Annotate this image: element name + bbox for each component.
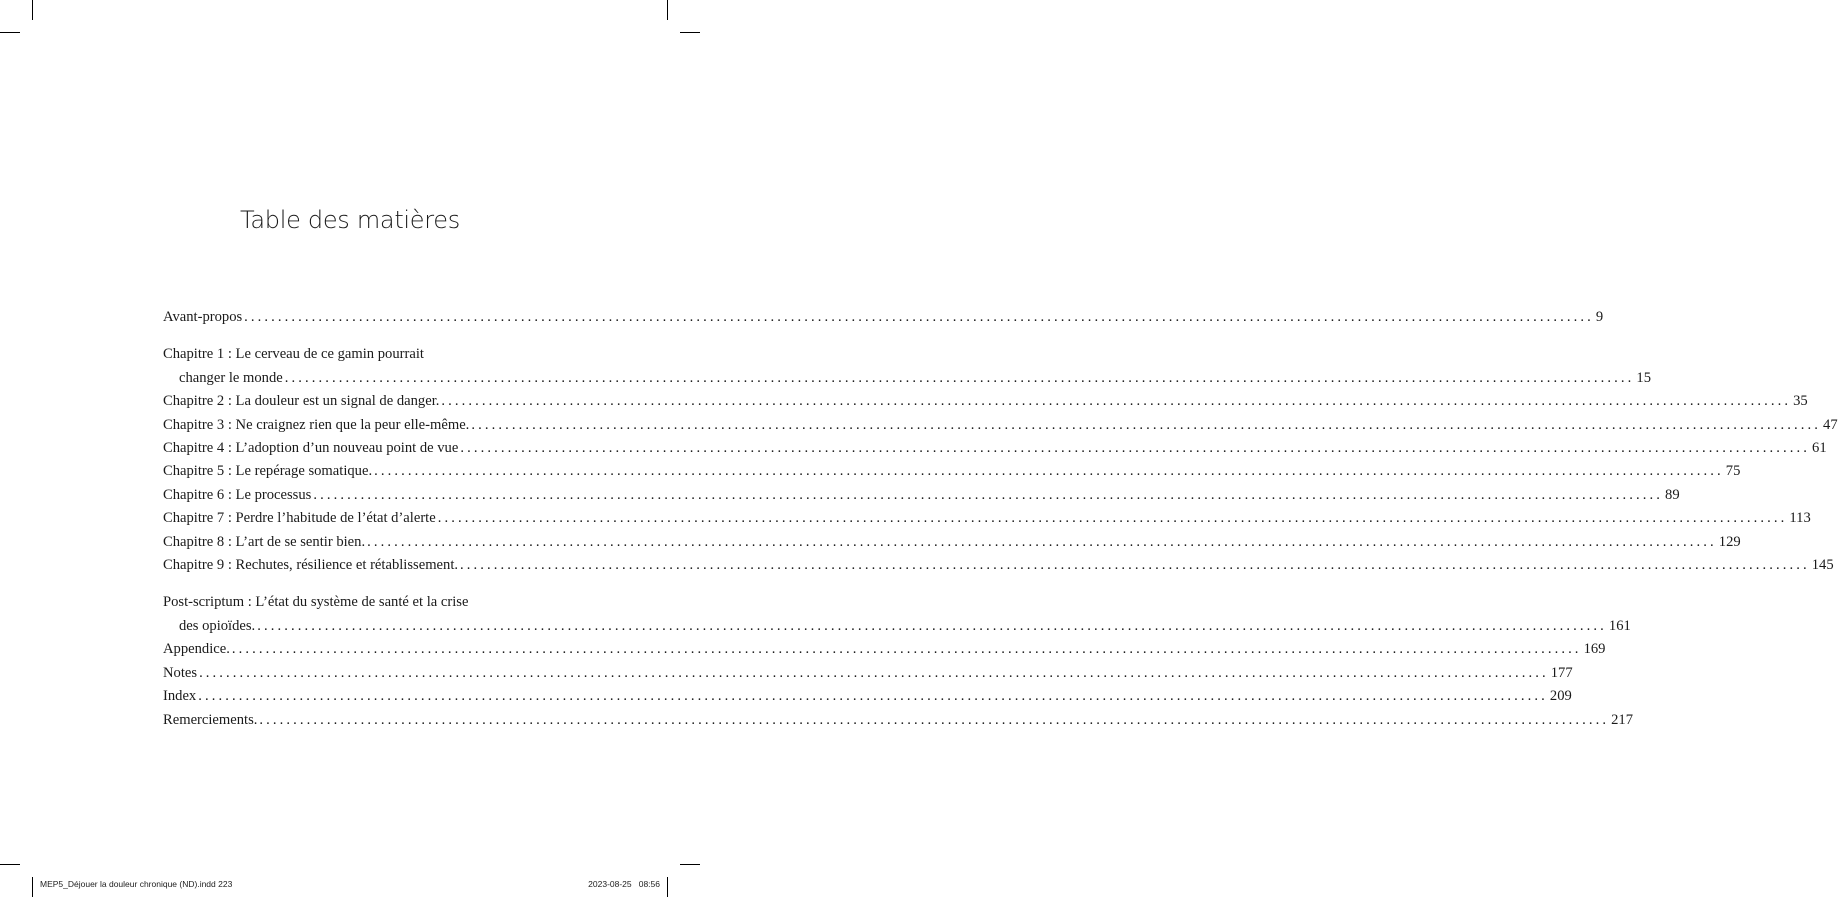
toc-label: Index [163,688,197,705]
toc-label: Notes [163,664,198,681]
toc-page: 169 [1583,641,1606,658]
crop-mark-top-left-h [0,32,20,33]
toc-label: Chapitre 8 : L’art de se sentir bien. [163,533,366,550]
toc-label-line1: Chapitre 1 : Le cerveau de ce gamin pourrait [163,346,424,363]
toc-page: 129 [1718,533,1741,550]
crop-mark-bottom-right-h [680,864,700,865]
toc-page: 35 [1793,393,1808,410]
toc-leader: ........................................................................................................................................................................................................ [244,309,1594,325]
toc-entry-ch3[interactable] [163,414,1838,437]
crop-mark-top-left [32,0,33,20]
toc-leader: ........................................................................................................................................................................................................ [257,617,1607,634]
toc-entry-ch5[interactable] [163,460,1741,483]
toc-page: 209 [1549,688,1572,705]
toc-page: 113 [1789,510,1811,527]
toc-entry-remerciements[interactable] [163,709,1633,732]
toc-label: Chapitre 9 : Rechutes, résilience et rétablissement. [163,557,459,574]
toc-entry-notes[interactable] [163,662,1573,685]
toc-label: Chapitre 3 : Ne craignez rien que la peur elle-même. [163,416,470,433]
toc-entry-ch9[interactable] [163,554,1834,577]
toc-label: Chapitre 5 : Le repérage somatique. [163,463,373,480]
toc-label: Chapitre 2 : La douleur est un signal de danger. [163,393,440,410]
toc-page: 9 [1595,309,1604,325]
crop-mark-top-right-h [680,32,700,33]
crop-mark-bottom-left [32,877,33,897]
footer-file-name: MEP5_Déjouer la douleur chronique (ND).indd 223 [40,879,233,889]
toc-entry-ch2[interactable] [163,390,1808,413]
toc-label: Chapitre 4 : L’adoption d’un nouveau point de vue [163,440,459,457]
toc-label: Chapitre 6 : Le processus [163,486,312,503]
toc-entry-index[interactable] [163,685,1572,708]
toc-leader: ........................................................................................................................................................................................................ [198,688,1548,705]
toc-leader: ........................................................................................................................................................................................................ [231,641,1582,658]
toc-leader: ........................................................................................................................................................................................................ [367,533,1717,550]
toc-entry-avant-propos[interactable] [163,306,1604,329]
table-of-contents [163,306,1838,732]
toc-leader: ........................................................................................................................................................................................................ [437,510,1788,527]
toc-page: 145 [1811,557,1834,574]
toc-entry-postscriptum[interactable] [163,591,1631,638]
toc-entry-ch8[interactable] [163,531,1741,554]
toc-page: 89 [1665,486,1680,503]
toc-page: 161 [1608,617,1631,634]
toc-leader: ........................................................................................................................................................................................................ [199,664,1549,681]
toc-gap [163,577,559,591]
toc-entry-ch4[interactable] [163,437,1827,460]
toc-leader: ........................................................................................................................................................................................................ [460,440,1811,457]
toc-label-line2: changer le monde [179,369,283,386]
toc-page: 75 [1725,463,1741,480]
toc-label-line2: des opioïdes. [179,617,256,634]
toc-label: Avant-propos [163,309,243,325]
toc-entry-ch6[interactable] [163,484,1680,507]
footer-timestamp: 2023-08-25 08:56 [588,879,660,889]
toc-entry-appendice[interactable] [163,638,1606,661]
toc-entry-ch7[interactable] [163,507,1811,530]
toc-label-line1: Post-scriptum : L’état du système de santé et la crise [163,594,469,611]
toc-leader: ........................................................................................................................................................................................................ [460,557,1810,574]
toc-page: 47 [1823,416,1838,433]
toc-leader: ........................................................................................................................................................................................................ [284,369,1635,386]
toc-leader: ........................................................................................................................................................................................................ [259,711,1610,728]
toc-page: 177 [1550,664,1573,681]
toc-label: Chapitre 7 : Perdre l’habitude de l’état d’alerte [163,510,436,527]
crop-mark-bottom-left-h [0,864,20,865]
toc-leader: ........................................................................................................................................................................................................ [441,393,1792,410]
toc-entry-ch1[interactable] [163,343,1652,390]
toc-gap [163,329,559,343]
crop-mark-bottom-right [667,877,668,897]
toc-leader: ........................................................................................................................................................................................................ [374,463,1724,480]
toc-label: Remerciements. [163,711,258,728]
toc-leader: ........................................................................................................................................................................................................ [313,486,1664,503]
toc-page: 217 [1611,711,1633,728]
toc-leader: ........................................................................................................................................................................................................ [471,416,1822,433]
page-title: Table des matières [240,206,460,234]
toc-label: Appendice. [163,641,230,658]
toc-page: 15 [1636,369,1652,386]
toc-page: 61 [1812,440,1827,457]
crop-mark-top-right [667,0,668,20]
